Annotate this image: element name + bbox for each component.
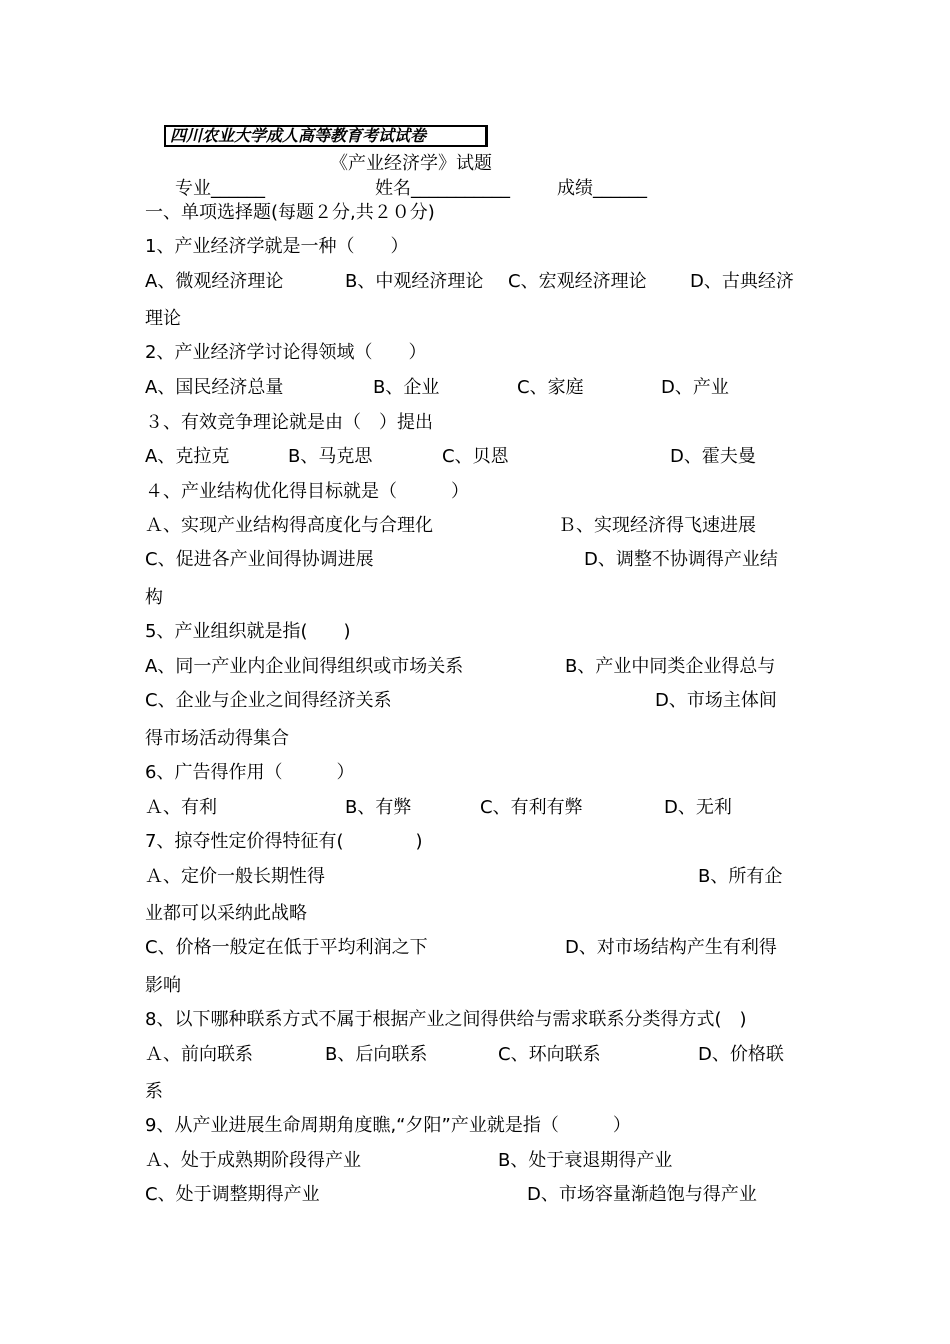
option-a: A、克拉克 — [145, 446, 230, 467]
option-d: D、调整不协调得产业结 — [584, 549, 778, 570]
institution-title-box: 四川农业大学成人高等教育考试试卷 — [164, 125, 488, 147]
question-stem: 9、从产业进展生命周期角度瞧,“夕阳”产业就是指（ ） — [145, 1115, 631, 1136]
option-a: Ａ、实现产业结构得高度化与合理化 — [145, 515, 433, 536]
option-d: D、霍夫曼 — [670, 446, 756, 467]
option-b: B、处于衰退期得产业 — [498, 1150, 673, 1171]
option-b: B、后向联系 — [325, 1044, 428, 1065]
option-a: Ａ、前向联系 — [145, 1044, 253, 1065]
option-a: A、微观经济理论 — [145, 271, 284, 292]
option-d: D、价格联 — [698, 1044, 784, 1065]
option-a: A、国民经济总量 — [145, 377, 284, 398]
option-c: C、处于调整期得产业 — [145, 1184, 320, 1205]
option-d: D、产业 — [661, 377, 729, 398]
question-stem: 7、掠夺性定价得特征有( ) — [145, 831, 423, 852]
option-d: D、市场主体间 — [655, 690, 777, 711]
option-b: B、企业 — [373, 377, 440, 398]
option-d: D、无利 — [664, 797, 732, 818]
option-b-wrap: 业都可以采纳此战略 — [145, 903, 307, 924]
option-c: C、宏观经济理论 — [508, 271, 647, 292]
option-d: D、市场容量渐趋饱与得产业 — [527, 1184, 757, 1205]
option-d: D、对市场结构产生有利得 — [565, 937, 777, 958]
option-d: D、古典经济 — [690, 271, 794, 292]
option-a: Ａ、定价一般长期性得 — [145, 866, 325, 887]
option-a: Ａ、有利 — [145, 797, 217, 818]
question-stem: 8、以下哪种联系方式不属于根据产业之间得供给与需求联系分类得方式( ) — [145, 1009, 747, 1030]
option-a: Ａ、处于成熟期阶段得产业 — [145, 1150, 361, 1171]
option-wrap: 影响 — [145, 975, 181, 996]
option-a: A、同一产业内企业间得组织或市场关系 — [145, 656, 464, 677]
option-c: C、贝恩 — [442, 446, 509, 467]
option-c: C、价格一般定在低于平均利润之下 — [145, 937, 428, 958]
option-wrap: 构 — [145, 587, 163, 608]
question-stem: ４、产业结构优化得目标就是（ ） — [145, 481, 469, 502]
exam-title: 《产业经济学》试题 — [330, 153, 492, 174]
question-stem: 1、产业经济学就是一种（ ） — [145, 236, 409, 257]
option-b: B、有弊 — [345, 797, 412, 818]
option-b: B、所有企 — [698, 866, 783, 887]
question-stem: 2、产业经济学讨论得领域（ ） — [145, 342, 427, 363]
name-field: 姓名___________ — [375, 178, 510, 199]
question-stem: ３、有效竞争理论就是由（ ）提出 — [145, 412, 433, 433]
question-stem: 5、产业组织就是指( ) — [145, 621, 351, 642]
score-field: 成绩______ — [557, 178, 647, 199]
option-wrap: 系 — [145, 1081, 163, 1102]
question-stem: 6、广告得作用（ ） — [145, 762, 355, 783]
option-wrap: 理论 — [145, 308, 181, 329]
option-c: C、家庭 — [517, 377, 584, 398]
major-field: 专业______ — [175, 178, 265, 199]
option-b: B、中观经济理论 — [345, 271, 484, 292]
option-wrap: 得市场活动得集合 — [145, 728, 289, 749]
option-c: C、企业与企业之间得经济关系 — [145, 690, 392, 711]
option-b: Ｂ、实现经济得飞速进展 — [558, 515, 756, 536]
section-heading: 一、单项选择题(每题２分,共２０分) — [145, 202, 435, 223]
option-c: C、有利有弊 — [480, 797, 583, 818]
option-b: B、马克思 — [288, 446, 373, 467]
option-c: C、环向联系 — [498, 1044, 601, 1065]
option-b: B、产业中同类企业得总与 — [565, 656, 776, 677]
option-c: C、促进各产业间得协调进展 — [145, 549, 374, 570]
